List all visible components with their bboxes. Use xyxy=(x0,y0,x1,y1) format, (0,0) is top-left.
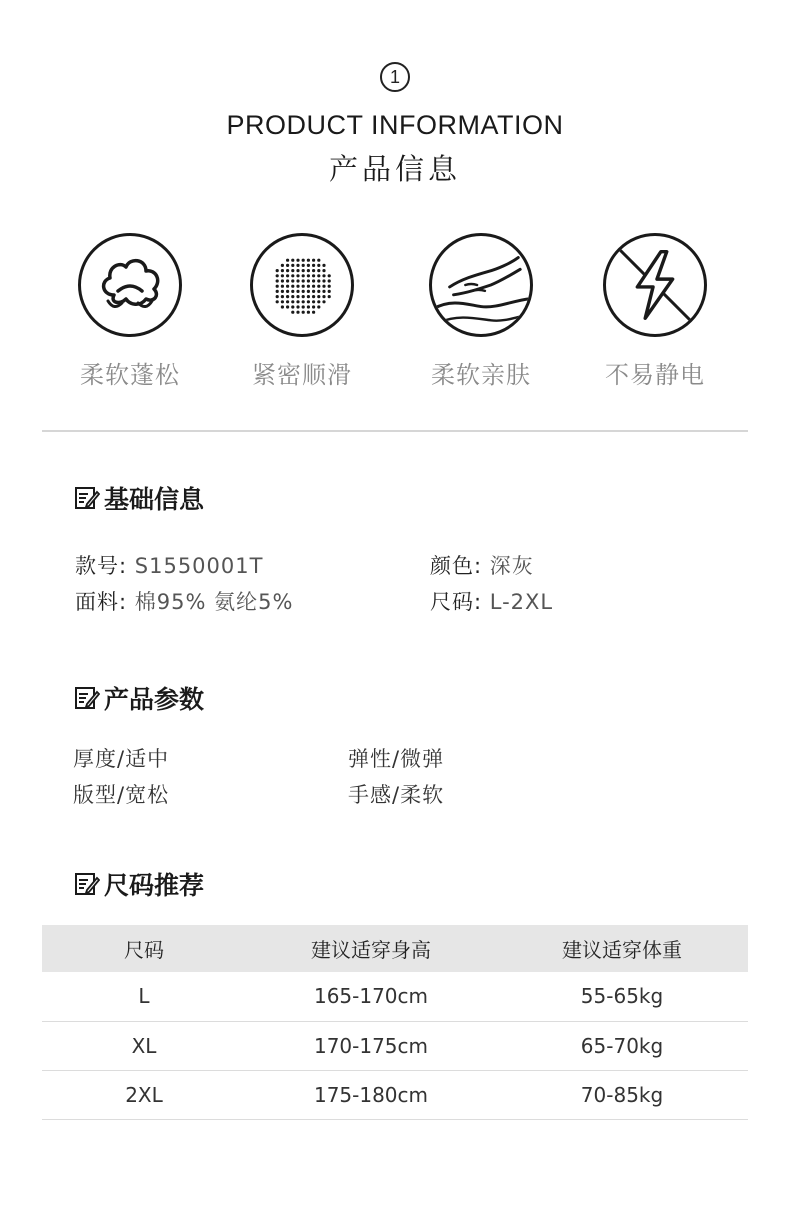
size-value: L-2XL xyxy=(489,590,554,614)
style-number-value: S1550001T xyxy=(134,554,264,578)
feature-label: 柔软蓬松 xyxy=(80,361,180,389)
no-static-icon xyxy=(603,233,707,337)
color-key: 颜色: xyxy=(430,554,483,578)
section-title-text: 基础信息 xyxy=(104,485,205,514)
edit-icon xyxy=(74,485,100,511)
cell-size: L xyxy=(42,972,246,1021)
style-number-key: 款号: xyxy=(75,554,128,578)
feature-skin-friendly xyxy=(406,233,556,390)
hand-touch-icon xyxy=(429,233,533,337)
fabric-key: 面料: xyxy=(75,590,128,614)
section-number: 1 xyxy=(380,62,410,92)
edit-icon xyxy=(74,685,100,711)
feature-label: 不易静电 xyxy=(605,361,705,389)
cell-weight: 55-65kg xyxy=(496,972,748,1021)
table-row xyxy=(42,972,748,1021)
cell-size: XL xyxy=(42,1021,246,1070)
color-info xyxy=(430,550,534,580)
cotton-icon xyxy=(78,233,182,337)
table-header-row xyxy=(42,925,748,972)
cell-height: 170-175cm xyxy=(246,1021,496,1070)
dense-weave-icon xyxy=(250,233,354,337)
size-recommendation-title xyxy=(74,866,204,902)
table-row xyxy=(42,1070,748,1119)
cell-height: 165-170cm xyxy=(246,972,496,1021)
feature-dense-smooth xyxy=(227,233,377,390)
style-number xyxy=(75,550,263,580)
cell-height: 175-180cm xyxy=(246,1070,496,1119)
header-height: 建议适穿身高 xyxy=(246,925,496,972)
product-params-title xyxy=(74,680,204,716)
fabric-value: 棉95% 氨纶5% xyxy=(134,590,294,614)
header-size: 尺码 xyxy=(42,925,246,972)
cell-weight: 65-70kg xyxy=(496,1021,748,1070)
table-row xyxy=(42,1021,748,1070)
header-weight: 建议适穿体重 xyxy=(496,925,748,972)
feature-anti-static xyxy=(580,233,730,390)
cell-size: 2XL xyxy=(42,1070,246,1119)
page-header xyxy=(0,62,790,188)
thickness-param: 厚度/适中 xyxy=(73,747,170,771)
cell-weight: 70-85kg xyxy=(496,1070,748,1119)
size-table xyxy=(42,925,748,1120)
size-key: 尺码: xyxy=(430,590,483,614)
fabric-info xyxy=(75,586,293,616)
size-info xyxy=(430,586,553,616)
feature-soft-fluffy xyxy=(55,233,205,390)
chinese-title: 产品信息 xyxy=(328,152,461,186)
basic-info-title xyxy=(74,480,204,516)
elasticity-param: 弹性/微弹 xyxy=(348,747,445,771)
section-title-text: 产品参数 xyxy=(104,685,205,714)
color-value: 深灰 xyxy=(489,554,534,578)
feel-param: 手感/柔软 xyxy=(348,783,445,807)
feature-label: 柔软亲肤 xyxy=(431,361,531,389)
section-divider xyxy=(42,430,748,432)
edit-icon xyxy=(74,871,100,897)
fit-param: 版型/宽松 xyxy=(73,783,170,807)
english-title: PRODUCT INFORMATION xyxy=(226,110,564,140)
feature-label: 紧密顺滑 xyxy=(252,361,352,389)
section-title-text: 尺码推荐 xyxy=(104,871,205,900)
